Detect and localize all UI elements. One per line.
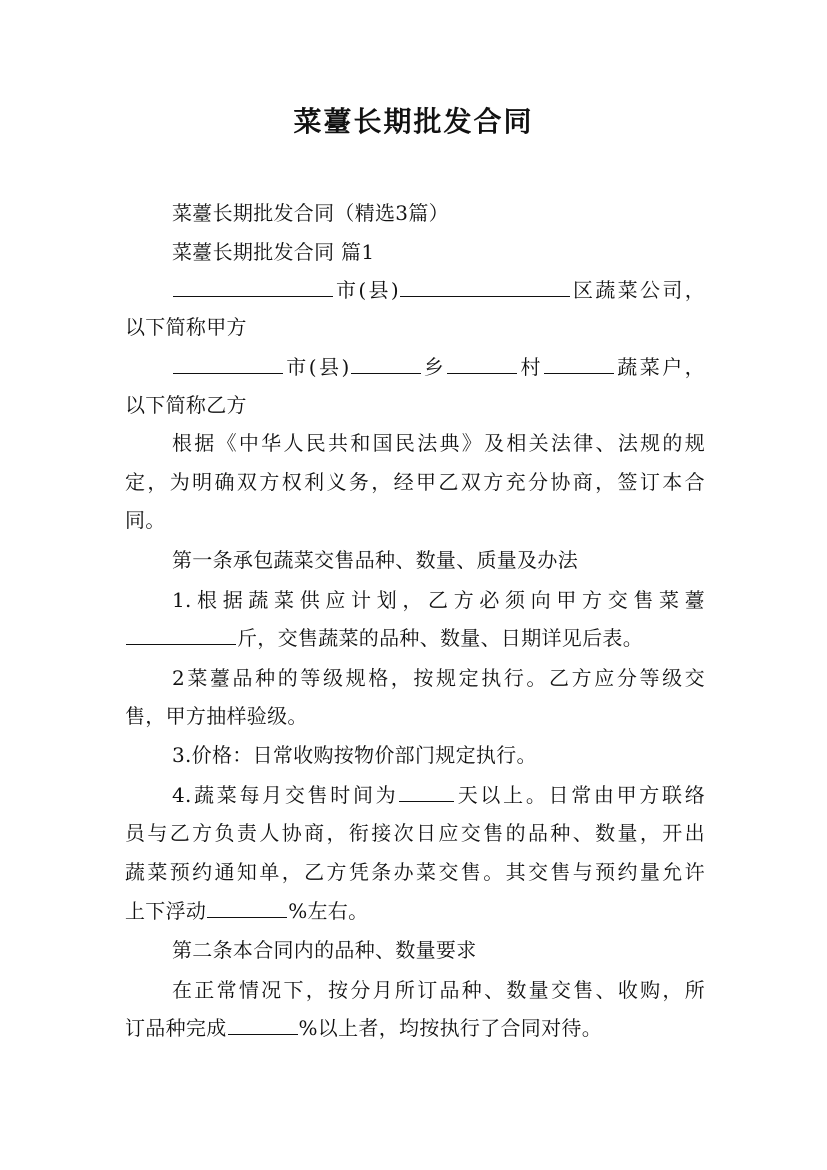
blank-field <box>400 280 570 297</box>
paragraph-line: 斤，交售蔬菜的品种、数量、日期详见后表。 <box>125 618 705 658</box>
blank-field <box>126 628 236 645</box>
article-heading: 第一条承包蔬菜交售品种、数量、质量及办法 <box>172 548 578 572</box>
party-b-line: 市(县) 乡 村 蔬菜户， <box>172 347 705 387</box>
paragraph-line: 员与乙方负责人协商，衔接次日应交售的品种、数量，开出 <box>125 821 705 845</box>
blank-field <box>173 280 333 297</box>
party-b-label: 以下简称乙方 <box>125 393 247 417</box>
paragraph-line: 定，为明确双方权利义务，经甲乙双方充分协商，签订本合 <box>125 470 705 494</box>
paragraph-line: 蔬菜预约通知单，乙方凭条办菜交售。其交售与预约量允许 <box>125 860 705 884</box>
paragraph-line: 1.根据蔬菜供应计划，乙方必须向甲方交售菜薹 <box>172 588 705 612</box>
paragraph-line: 4.蔬菜每月交售时间为 天以上。日常由甲方联络 <box>172 783 705 807</box>
paragraph-line: 根据《中华人民共和国民法典》及相关法律、法规的规 <box>172 431 705 455</box>
blank-field <box>351 357 421 374</box>
paragraph-line: 上下浮动 %左右。 <box>125 899 369 923</box>
blank-field <box>544 357 614 374</box>
blank-field <box>207 901 287 918</box>
blank-field <box>173 357 283 374</box>
paragraph-line: 售，甲方抽样验级。 <box>125 704 308 728</box>
paragraph-line: 在正常情况下，按分月所订品种、数量交售、收购，所 <box>172 978 705 1002</box>
section-heading: 菜薹长期批发合同 篇1 <box>172 240 375 264</box>
paragraph-line: 同。 <box>125 508 166 532</box>
party-a-label: 以下简称甲方 <box>125 315 247 339</box>
party-a-line: 市(县) 区蔬菜公司， <box>172 270 705 310</box>
article-heading: 第二条本合同内的品种、数量要求 <box>172 938 477 962</box>
blank-field <box>447 357 517 374</box>
subtitle-line: 菜薹长期批发合同（精选3篇） <box>172 201 449 225</box>
paragraph-line: 订品种完成 %以上者，均按执行了合同对待。 <box>125 1016 603 1040</box>
blank-field <box>399 785 454 802</box>
blank-field <box>228 1018 298 1035</box>
paragraph-line: 2菜薹品种的等级规格，按规定执行。乙方应分等级交 <box>172 666 705 690</box>
document-title: 菜薹长期批发合同 <box>293 105 534 138</box>
paragraph-line: 3.价格：日常收购按物价部门规定执行。 <box>172 743 537 767</box>
